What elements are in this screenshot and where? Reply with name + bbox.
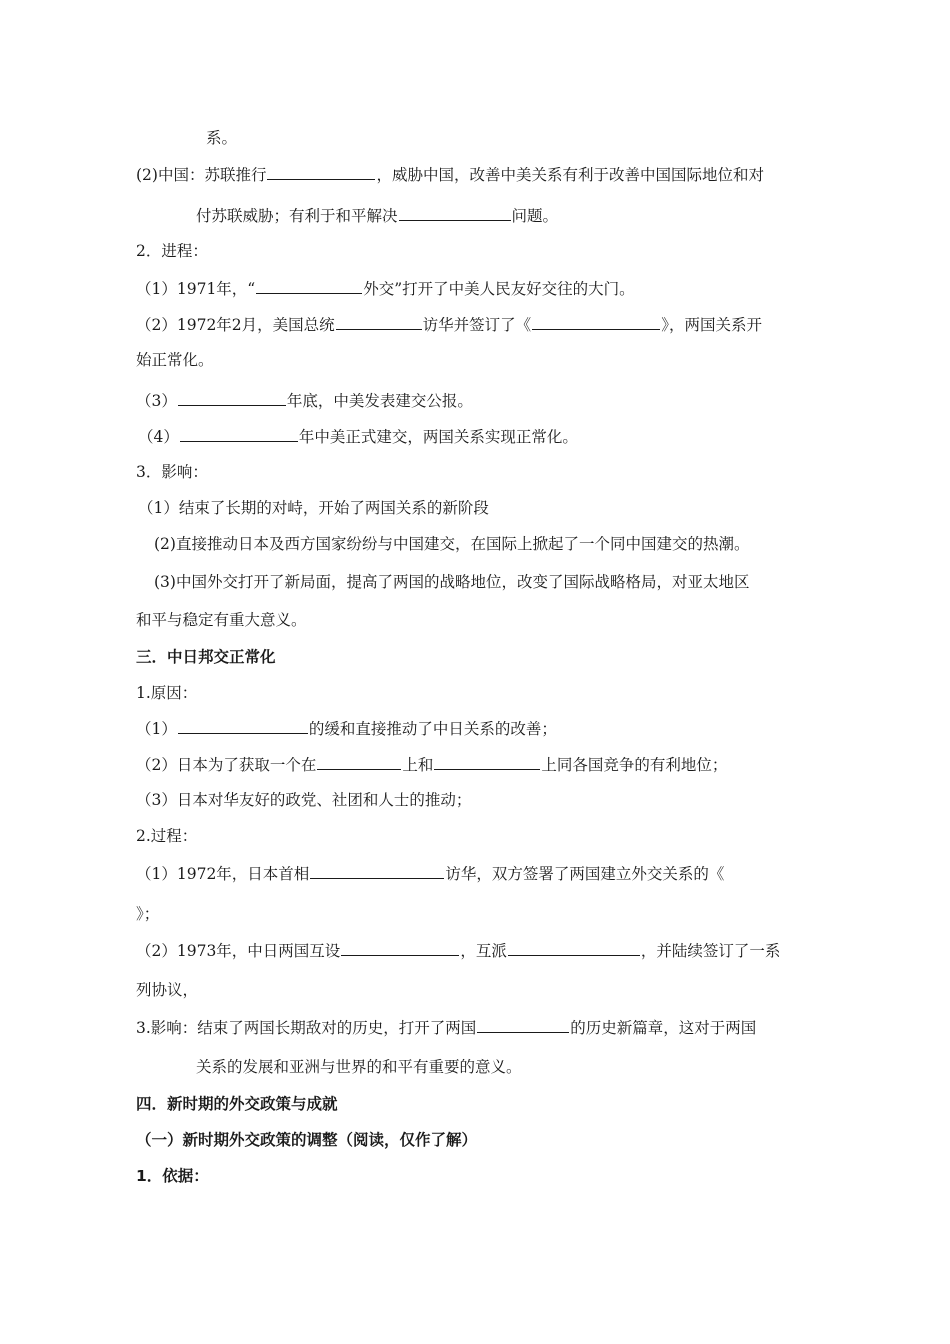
text-line: 2.过程： <box>136 827 198 845</box>
fill-blank[interactable] <box>267 164 375 180</box>
text-line: 》； <box>136 905 160 923</box>
fill-blank[interactable] <box>336 314 422 330</box>
fill-blank[interactable] <box>399 205 511 221</box>
text-line: （3）日本对华友好的政党、社团和人士的推动； <box>136 791 472 809</box>
text-line: 3.影响：结束了两国长期敌对的历史，打开了两国 的历史新篇章，这对于两国 <box>136 1019 757 1037</box>
fill-blank[interactable] <box>317 754 401 770</box>
text-line: 始正常化。 <box>136 351 214 369</box>
fill-blank[interactable] <box>180 426 298 442</box>
text-line: (2)直接推动日本及西方国家纷纷与中国建交，在国际上掀起了一个同中国建交的热潮。 <box>154 535 750 553</box>
text-line: （2）日本为了获取一个在 上和 上同各国竞争的有利地位； <box>136 756 728 774</box>
text-line: （1）结束了长期的对峙，开始了两国关系的新阶段 <box>138 499 489 517</box>
fill-blank[interactable] <box>434 754 540 770</box>
text-line: （2）1973年，中日两国互设 ，互派 ，并陆续签订了一系 <box>136 942 781 960</box>
text-line: （1）1971年，“ 外交”打开了中美人民友好交往的大门。 <box>136 280 635 298</box>
fill-blank[interactable] <box>477 1017 569 1033</box>
text-line: 系。 <box>206 129 238 147</box>
text-line: 关系的发展和亚洲与世界的和平有重要的意义。 <box>196 1058 522 1076</box>
fill-blank[interactable] <box>341 940 459 956</box>
fill-blank[interactable] <box>178 718 308 734</box>
text-line: （1） 的缓和直接推动了中日关系的改善； <box>136 720 557 738</box>
text-line: 3．影响： <box>136 463 208 481</box>
subsection-heading: （一）新时期外交政策的调整（阅读，仅作了解） <box>136 1131 478 1149</box>
text-line: 和平与稳定有重大意义。 <box>136 611 307 629</box>
text-line: （2）1972年2月，美国总统 访华并签订了《 》，两国关系开 <box>136 316 762 334</box>
text-line: （4） 年中美正式建交，两国关系实现正常化。 <box>138 428 578 446</box>
section-heading: 三．中日邦交正常化 <box>136 648 276 666</box>
fill-blank[interactable] <box>508 940 640 956</box>
subsection-heading: 1．依据： <box>136 1167 209 1185</box>
text-line: 1.原因： <box>136 684 198 702</box>
text-line: （1）1972年，日本首相 访华，双方签署了两国建立外交关系的《 <box>136 865 725 883</box>
fill-blank[interactable] <box>532 314 660 330</box>
text-line: （3） 年底，中美发表建交公报。 <box>136 392 473 410</box>
text-line: (2)中国：苏联推行 ，威胁中国，改善中美关系有利于改善中国国际地位和对 <box>136 166 764 184</box>
fill-blank[interactable] <box>256 278 362 294</box>
fill-blank[interactable] <box>178 390 286 406</box>
fill-blank[interactable] <box>310 863 444 879</box>
text-line: 2．进程： <box>136 242 208 260</box>
text-line: (3)中国外交打开了新局面，提高了两国的战略地位，改变了国际战略格局，对亚太地区 <box>154 573 750 591</box>
text-line: 列协议， <box>136 981 199 999</box>
section-heading: 四．新时期的外交政策与成就 <box>136 1095 338 1113</box>
text-line: 付苏联威胁；有利于和平解决 问题。 <box>196 207 559 225</box>
